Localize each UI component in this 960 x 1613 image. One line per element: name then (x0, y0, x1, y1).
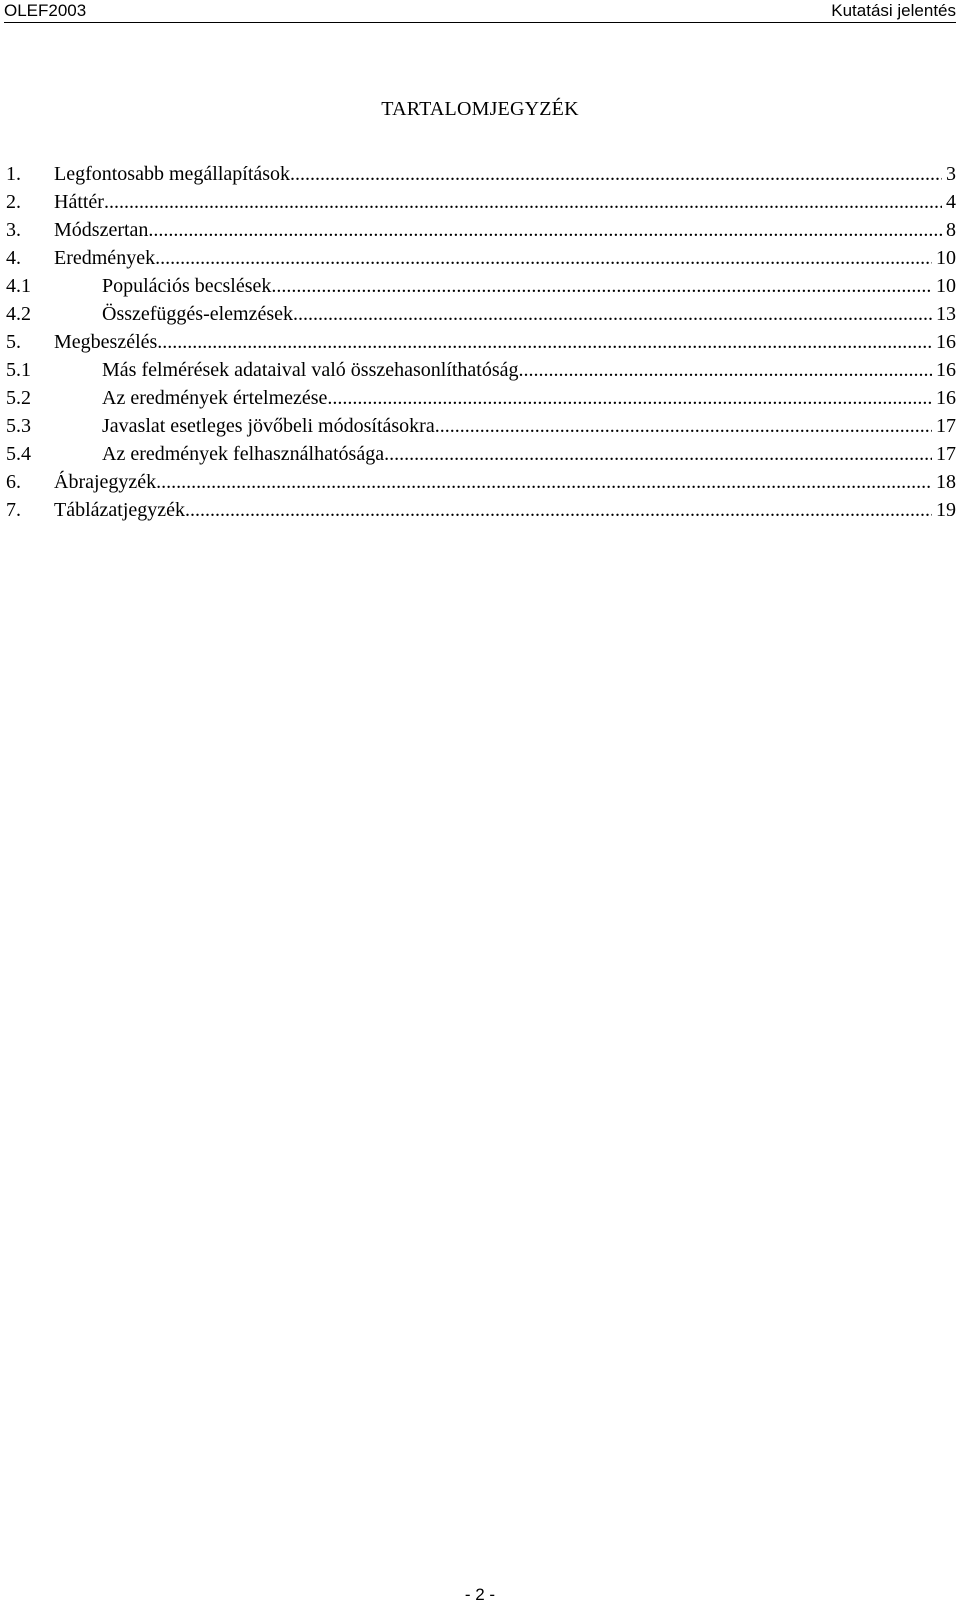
toc-entry-page: 4 (946, 191, 956, 213)
page-number: - 2 - (464, 1585, 496, 1604)
toc-dot-leader (271, 272, 932, 300)
toc-entry-page: 18 (936, 471, 956, 493)
toc-entry-page: 8 (946, 219, 956, 241)
toc-entry[interactable] (6, 188, 956, 216)
toc-entry-number: 5.1 (6, 359, 31, 381)
toc-entry[interactable] (6, 496, 956, 524)
toc-entry-number: 4.1 (6, 275, 31, 297)
toc-entry-label: Más felmérések adataival való összehasonlíthatóság (102, 359, 519, 381)
page-header (4, 0, 956, 23)
toc-dot-leader (293, 300, 932, 328)
toc-entry-label: Legfontosabb megállapítások (54, 163, 291, 185)
toc-entry-label: Módszertan (54, 219, 149, 241)
toc-entry-label: Eredmények (54, 247, 156, 269)
toc-title: TARTALOMJEGYZÉK (381, 98, 579, 120)
toc-entry-label: Táblázatjegyzék (54, 499, 186, 521)
toc-entry[interactable] (6, 272, 956, 300)
toc-entry-number: 3. (6, 219, 21, 241)
toc-entry[interactable] (6, 160, 956, 188)
toc-entry-label: Az eredmények felhasználhatósága (102, 443, 385, 465)
toc-entry[interactable] (6, 328, 956, 356)
toc-entry-number: 6. (6, 471, 21, 493)
toc-entry-page: 17 (936, 415, 956, 437)
toc-entry-page: 3 (946, 163, 956, 185)
toc-entry-label: Összefüggés-elemzések (102, 303, 294, 325)
toc-entry-number: 5. (6, 331, 21, 353)
toc-dot-leader (155, 244, 932, 272)
header-document-code: OLEF2003 (4, 1, 87, 20)
toc-entry-page: 16 (936, 387, 956, 409)
toc-entry-label: Megbeszélés (54, 331, 158, 353)
toc-entry-number: 2. (6, 191, 21, 213)
toc-dot-leader (157, 328, 932, 356)
toc-entry-label: Háttér (54, 191, 104, 213)
toc-entry-number: 4.2 (6, 303, 31, 325)
toc-entry[interactable] (6, 412, 956, 440)
toc-entry-number: 5.3 (6, 415, 31, 437)
toc-dot-leader (384, 440, 932, 468)
toc-entry-page: 16 (936, 331, 956, 353)
toc-entry[interactable] (6, 300, 956, 328)
toc-entry-page: 13 (936, 303, 956, 325)
table-of-contents (6, 160, 956, 524)
toc-entry[interactable] (6, 440, 956, 468)
toc-entry-number: 5.2 (6, 387, 31, 409)
toc-dot-leader (104, 188, 942, 216)
toc-entry-page: 19 (936, 499, 956, 521)
toc-entry-label: Az eredmények értelmezése (102, 387, 328, 409)
toc-entry-label: Ábrajegyzék (54, 471, 157, 493)
toc-entry-page: 17 (936, 443, 956, 465)
toc-dot-leader (327, 384, 932, 412)
toc-entry-page: 10 (936, 275, 956, 297)
toc-entry[interactable] (6, 244, 956, 272)
toc-entry[interactable] (6, 216, 956, 244)
toc-dot-leader (435, 412, 932, 440)
toc-entry-page: 10 (936, 247, 956, 269)
toc-dot-leader (185, 496, 932, 524)
toc-entry-number: 4. (6, 247, 21, 269)
toc-entry-page: 16 (936, 359, 956, 381)
toc-dot-leader (519, 356, 932, 384)
toc-entry-label: Javaslat esetleges jövőbeli módosításokra (102, 415, 435, 437)
header-report-type: Kutatási jelentés (831, 1, 956, 20)
toc-dot-leader (290, 160, 942, 188)
toc-entry-number: 1. (6, 163, 21, 185)
toc-entry-number: 7. (6, 499, 21, 521)
toc-dot-leader (156, 468, 932, 496)
toc-entry[interactable] (6, 384, 956, 412)
toc-entry-number: 5.4 (6, 443, 31, 465)
toc-dot-leader (148, 216, 942, 244)
toc-entry-label: Populációs becslések (102, 275, 272, 297)
toc-entry[interactable] (6, 356, 956, 384)
toc-entry[interactable] (6, 468, 956, 496)
